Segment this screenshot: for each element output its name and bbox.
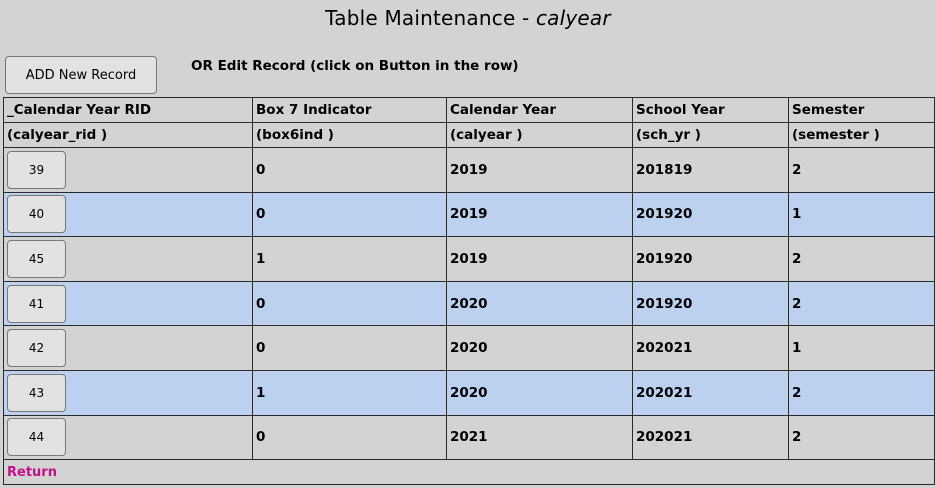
school-year-cell: 202021: [633, 326, 789, 371]
semester-cell: 2: [789, 148, 935, 193]
school-year-cell: 202021: [633, 415, 789, 460]
table-row: [4, 281, 935, 326]
column-header-box-indicator: Box 7 Indicator: [253, 98, 447, 123]
add-new-record-button[interactable]: ADD New Record: [5, 56, 157, 94]
column-header-school-year: School Year: [633, 98, 789, 123]
semester-cell: 2: [789, 415, 935, 460]
return-link[interactable]: Return: [7, 465, 57, 481]
calendar-year-cell: 2019: [447, 237, 633, 282]
school-year-cell: 201819: [633, 148, 789, 193]
page-title-table-name: calyear: [535, 6, 611, 30]
edit-record-button[interactable]: 41: [7, 285, 66, 323]
field-name-school-year: (sch_yr ): [633, 123, 789, 148]
field-name-semester: (semester ): [789, 123, 935, 148]
semester-cell: 2: [789, 281, 935, 326]
footer-row: [4, 460, 935, 485]
semester-cell: 1: [789, 192, 935, 237]
box-indicator-cell: 1: [253, 370, 447, 415]
box-indicator-cell: 0: [253, 281, 447, 326]
calendar-year-cell: 2019: [447, 148, 633, 193]
semester-cell: 1: [789, 326, 935, 371]
edit-record-button[interactable]: 39: [7, 151, 66, 189]
box-indicator-cell: 0: [253, 326, 447, 371]
column-header-semester: Semester: [789, 98, 935, 123]
calendar-year-cell: 2021: [447, 415, 633, 460]
edit-record-button[interactable]: 45: [7, 240, 66, 278]
table-row: [4, 415, 935, 460]
school-year-cell: 201920: [633, 281, 789, 326]
box-indicator-cell: 1: [253, 237, 447, 282]
field-name-rid: (calyear_rid ): [4, 123, 253, 148]
edit-record-button[interactable]: 42: [7, 329, 66, 367]
semester-cell: 2: [789, 237, 935, 282]
school-year-cell: 201920: [633, 192, 789, 237]
column-header-row: [4, 98, 935, 123]
calendar-year-cell: 2020: [447, 326, 633, 371]
table-row: [4, 370, 935, 415]
page-title-prefix: Table Maintenance -: [325, 6, 536, 30]
box-indicator-cell: 0: [253, 148, 447, 193]
table-row: [4, 192, 935, 237]
field-name-calendar-year: (calyear ): [447, 123, 633, 148]
column-header-calendar-year: Calendar Year: [447, 98, 633, 123]
table-row: [4, 148, 935, 193]
table-row: [4, 326, 935, 371]
calendar-year-cell: 2020: [447, 281, 633, 326]
calendar-year-cell: 2019: [447, 192, 633, 237]
box-indicator-cell: 0: [253, 192, 447, 237]
school-year-cell: 202021: [633, 370, 789, 415]
edit-record-button[interactable]: 40: [7, 195, 66, 233]
table-row: [4, 237, 935, 282]
edit-record-button[interactable]: 43: [7, 374, 66, 412]
field-name-row: [4, 123, 935, 148]
column-header-rid: _Calendar Year RID: [4, 98, 253, 123]
calendar-year-cell: 2020: [447, 370, 633, 415]
box-indicator-cell: 0: [253, 415, 447, 460]
edit-record-button[interactable]: 44: [7, 418, 66, 456]
semester-cell: 2: [789, 370, 935, 415]
calyear-table: [3, 97, 935, 485]
edit-record-hint: OR Edit Record (click on Button in the row): [191, 58, 519, 74]
field-name-box-indicator: (box6ind ): [253, 123, 447, 148]
school-year-cell: 201920: [633, 237, 789, 282]
page-title: [0, 6, 936, 30]
